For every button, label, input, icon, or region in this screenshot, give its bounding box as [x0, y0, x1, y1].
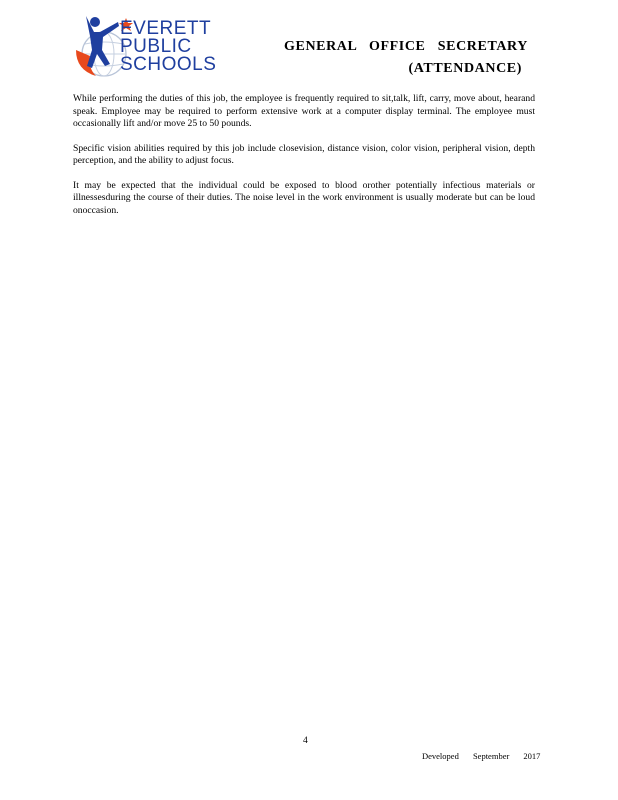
logo-line-1: EVERETT [120, 18, 212, 39]
logo-line-3: SCHOOLS [120, 54, 217, 75]
physical-demands-paragraph: While performing the duties of this job, the employee is frequently required to sit,talk, lift, carry, move about, hearand speak. Employee may be required to perform extensive work at a computer display terminal. The employee must occasionally lift and/or move 25 to 50 pounds. [73, 93, 535, 129]
document-body [73, 93, 535, 229]
job-title-line-1: GENERAL OFFICE SECRETARY [284, 39, 528, 54]
footer-developed-date: Developed September 2017 [422, 751, 541, 761]
job-title [284, 36, 528, 80]
logo-wordmark [120, 20, 216, 74]
everett-public-schools-logo [70, 10, 240, 82]
page-number: 4 [303, 736, 308, 746]
vision-requirements-paragraph: Specific vision abilities required by this job include closevision, distance vision, color vision, peripheral vision, depth perception, and the ability to adjust focus. [73, 142, 535, 166]
logo-line-2: PUBLIC [120, 36, 192, 57]
work-environment-paragraph: It may be expected that the individual could be exposed to blood orother potentially infectious materials or illnessesduring the course of their duties. The noise level in the work environment is usually moderate but can be loud onoccasion. [73, 179, 535, 216]
job-title-line-2: (ATTENDANCE) [408, 61, 522, 76]
